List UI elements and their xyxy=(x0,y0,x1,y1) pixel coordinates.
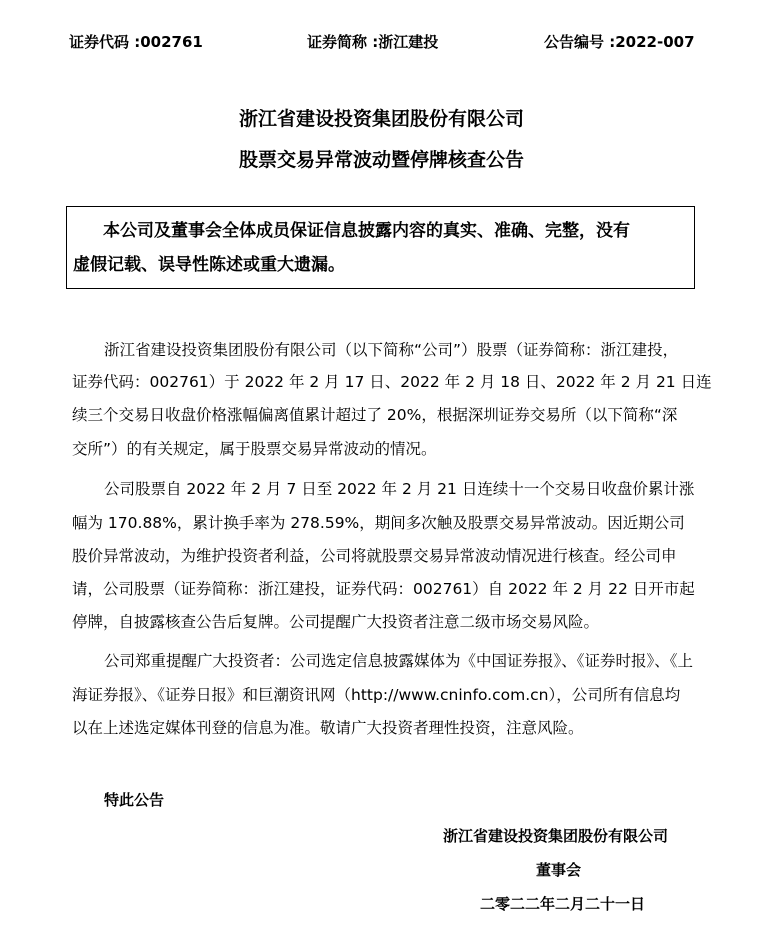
title-subject: 股票交易异常波动暨停牌核查公告 xyxy=(238,149,524,171)
notice-line-2: 虚假记载、误导性陈述或重大遗漏。 xyxy=(73,255,345,275)
paragraph-2-line-4: 请，公司股票（证券简称：浙江建投，证券代码：002761）自 2022 年 2 月 22 日开市起 xyxy=(72,580,695,598)
signature-company: 浙江省建设投资集团股份有限公司 xyxy=(443,827,669,845)
notice-line-1: 本公司及董事会全体成员保证信息披露内容的真实、准确、完整，没有 xyxy=(103,221,630,241)
closing-statement: 特此公告 xyxy=(104,791,165,809)
signature-date: 二零二二年二月二十一日 xyxy=(480,895,646,913)
signature-board: 董事会 xyxy=(536,861,582,879)
paragraph-3-line-1: 公司郑重提醒广大投资者：公司选定信息披露媒体为《中国证券报》、《证券时报》、《上 xyxy=(104,652,694,670)
paragraph-3-line-3: 以在上述选定媒体刊登的信息为准。敬请广大投资者理性投资，注意风险。 xyxy=(72,719,584,737)
paragraph-1-line-3: 续三个交易日收盘价格涨幅偏离值累计超过了 20%，根据深圳证券交易所（以下简称“深 xyxy=(72,406,678,424)
security-short-name: 证券简称 :浙江建投 xyxy=(307,33,439,51)
paragraph-2-line-5: 停牌，自披露核查公告后复牌。公司提醒广大投资者注意二级市场交易风险。 xyxy=(72,613,600,631)
paragraph-2-line-3: 股价异常波动，为维护投资者利益，公司将就股票交易异常波动情况进行核查。经公司申 xyxy=(72,547,677,565)
title-company: 浙江省建设投资集团股份有限公司 xyxy=(238,108,524,130)
paragraph-2-line-1: 公司股票自 2022 年 2 月 7 日至 2022 年 2 月 21 日连续十一个交易日收盘价累计涨 xyxy=(104,480,695,498)
paragraph-3-line-2: 海证券报》、《证券日报》和巨潮资讯网（http://www.cninfo.com.cn），公司所有信息均 xyxy=(72,686,681,704)
security-code: 证券代码 :002761 xyxy=(69,33,203,51)
notice-number: 公告编号 :2022-007 xyxy=(544,33,695,51)
paragraph-1-line-4: 交所”）的有关规定，属于股票交易异常波动的情况。 xyxy=(72,440,437,458)
document-header xyxy=(0,31,763,51)
disclosure-notice-box xyxy=(66,206,695,289)
paragraph-2-line-2: 幅为 170.88%，累计换手率为 278.59%，期间多次触及股票交易异常波动。因近期公司 xyxy=(72,514,685,532)
paragraph-1-line-2: 证券代码：002761）于 2022 年 2 月 17 日、2022 年 2 月 18 日、2022 年 2 月 21 日连 xyxy=(72,373,712,391)
paragraph-1-line-1: 浙江省建设投资集团股份有限公司（以下简称“公司”）股票（证券简称：浙江建投， xyxy=(104,341,679,359)
